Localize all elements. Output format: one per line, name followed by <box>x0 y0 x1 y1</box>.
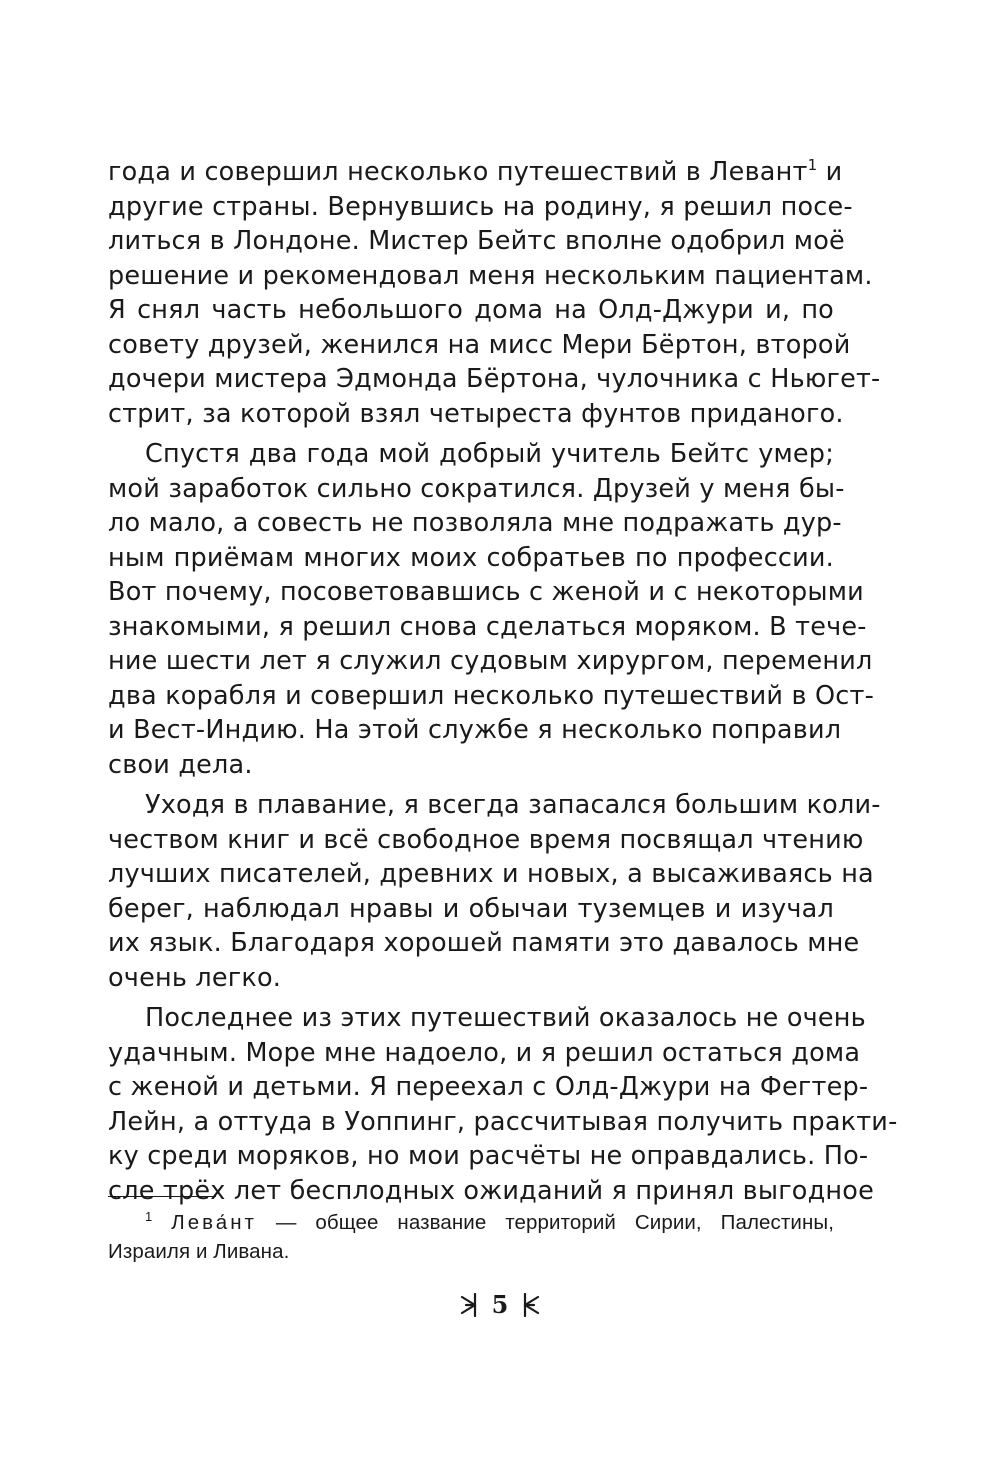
text-line: решение и рекомендовал меня нескольким пациентам. <box>108 260 873 291</box>
footnote-line: $^1$ Лева́нт — общее название территорий Сирии, Палестины, <box>145 1209 834 1234</box>
text-line: года и совершил несколько путешествий в Левант$^1$ и <box>108 156 843 187</box>
paragraph-4 <box>108 1001 898 1208</box>
footnote-term: Лева́нт <box>171 1211 257 1234</box>
text-line: их язык. Благодаря хорошей памяти это давалось мне <box>108 928 860 958</box>
page-footer <box>0 1288 1000 1320</box>
footnote <box>108 1209 834 1266</box>
page-number: 5 <box>491 1289 509 1319</box>
text-line: Лейн, а оттуда в Уоппинг, рассчитывая получить практи- <box>108 1106 898 1137</box>
text-line: Вот почему, посоветовавшись с женой и с некоторыми <box>108 577 864 607</box>
text-line: очень легко. <box>108 962 282 993</box>
text-line: совету друзей, женился на мисс Мери Бёртон, второй <box>108 329 851 360</box>
text-line: мой заработок сильно сократился. Друзей у меня бы- <box>108 473 845 504</box>
left-ornament-icon <box>460 1293 480 1317</box>
footnote-reference[interactable]: 1 <box>807 156 818 174</box>
text-line: литься в Лондоне. Мистер Бейтс вполне одобрил моё <box>108 226 845 256</box>
text-line: стрит, за которой взял четыреста фунтов приданого. <box>108 398 844 429</box>
text-line: удачным. Море мне надоело, и я решил остаться дома <box>108 1037 861 1068</box>
text-line: знакомыми, я решил снова сделаться моряком. В тече- <box>108 611 867 642</box>
text-line: свои дела. <box>108 749 253 780</box>
footnote-line: Израиля и Ливана. <box>108 1239 290 1263</box>
text-line: сле трёх лет бесплодных ожиданий я принял выгодное <box>108 1175 874 1206</box>
paragraph-1 <box>108 155 881 431</box>
text-line: берег, наблюдал нравы и обычаи туземцев и изучал <box>108 893 834 924</box>
text-line: ло мало, а совесть не позволяла мне подражать дур- <box>108 508 842 538</box>
text-line: ние шести лет я служил судовым хирургом, переменил <box>108 646 873 676</box>
footnote-divider <box>108 1196 216 1197</box>
text-line: с женой и детьми. Я переехал с Олд-Джури на Фегтер- <box>108 1072 869 1102</box>
paragraph-2 <box>108 437 874 782</box>
text-line: лучших писателей, древних и новых, а высаживаясь на <box>108 859 874 889</box>
text-line: другие страны. Вернувшись на родину, я решил посе- <box>108 191 853 222</box>
body-text <box>108 155 898 1208</box>
text-line: чеством книг и всё свободное время посвящал чтению <box>108 824 864 855</box>
text-line: ным приёмам многих моих собратьев по профессии. <box>108 542 834 573</box>
text-line: Последнее из этих путешествий оказалось не очень <box>145 1003 866 1033</box>
paragraph-3 <box>108 788 881 995</box>
text-line: дочери мистера Эдмонда Бёртона, чулочника с Ньюгет- <box>108 364 881 394</box>
text-line: ку среди моряков, но мои расчёты не оправдались. По- <box>108 1141 869 1171</box>
text-line: Я снял часть небольшого дома на Олд-Джури и, по <box>108 295 834 325</box>
text-line: два корабля и совершил несколько путешествий в Ост- <box>108 680 874 711</box>
footnote-marker: 1 <box>145 1209 153 1224</box>
text-line: Спустя два года мой добрый учитель Бейтс умер; <box>145 439 834 469</box>
text-line: Уходя в плавание, я всегда запасался большим коли- <box>145 790 881 820</box>
text-line: и Вест-Индию. На этой службе я несколько поправил <box>108 715 842 745</box>
right-ornament-icon <box>520 1293 540 1317</box>
